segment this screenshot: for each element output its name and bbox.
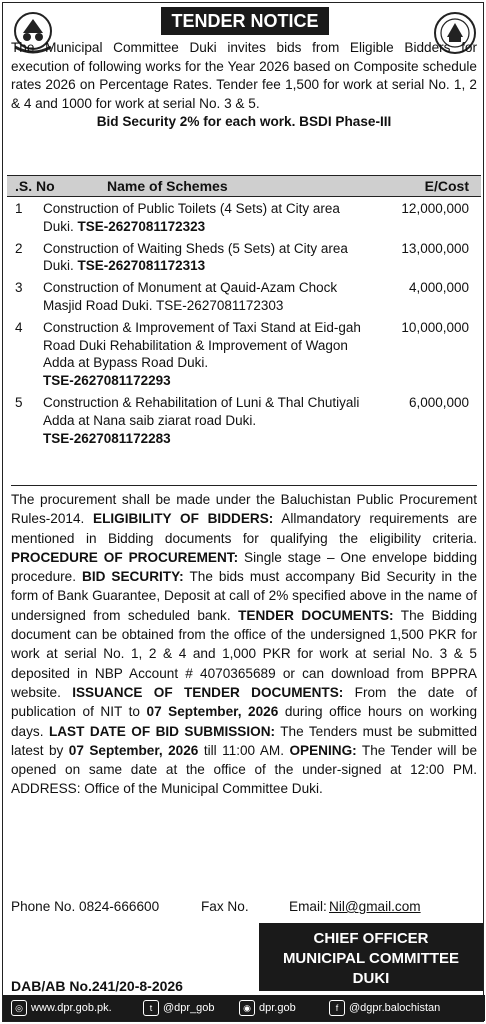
dab-number: DAB/AB No.241/20-8-2026 [11, 978, 183, 994]
page-title: TENDER NOTICE [161, 7, 329, 35]
header-name: Name of Schemes [107, 178, 228, 194]
issuance-text-2: during office hours on working days. [11, 704, 477, 739]
row-sno: 4 [15, 319, 23, 335]
tender-documents-text: The Bidding document can be obtained from the office of the undersigned 1,500 PKR for work at serial No. 1, 2 & 4 and 1,000 PKR for work at serial No. 3 & 5 deposited in NBP Account # 4070365689 or can download from BPPRA website. [11, 607, 478, 700]
footer-facebook[interactable] [329, 995, 440, 1021]
row-tse: TSE-2627081172313 [77, 258, 206, 274]
eligibility-heading: ELIGIBILITY OF BIDDERS: [93, 511, 274, 527]
email-label: Email: [289, 899, 327, 914]
row-desc-text: Construction of Monument at Qauid-Azam Chock Masjid Road Duki. TSE-2627081172303 [43, 280, 338, 313]
footer-website[interactable] [11, 995, 112, 1021]
row-cost: 12,000,000 [401, 201, 469, 216]
row-desc [43, 240, 373, 276]
row-cost: 13,000,000 [401, 240, 469, 256]
procedure-heading: PROCEDURE OF PROCUREMENT: [11, 549, 239, 565]
globe-icon: ◎ [11, 1000, 27, 1016]
row-tse: TSE-2627081172323 [77, 218, 206, 234]
footer-twitter[interactable] [143, 995, 215, 1021]
fax-label: Fax No. [201, 899, 249, 914]
header-sno: .S. No [15, 178, 55, 194]
signature-line2: MUNICIPAL COMMITTEE [282, 950, 460, 967]
table-row [7, 319, 481, 390]
facebook-icon: f [329, 1000, 345, 1016]
signature-line1: CHIEF OFFICER [313, 930, 429, 947]
issuance-text: From the date of publication of NIT to [11, 684, 477, 720]
facebook-handle: @dgpr.balochistan [349, 1002, 441, 1014]
last-date-time: till 11:00 AM. [203, 742, 284, 758]
row-desc-text: Construction of Waiting Sheds (5 Sets) at City area Duki. [43, 240, 348, 274]
table-row [7, 394, 481, 447]
eligibility-text: Allmandatory requirements are mentioned in Bidding documents for qualifying the eligibility criteria. [11, 511, 478, 546]
row-desc [43, 319, 373, 390]
row-desc [43, 279, 373, 315]
table-row [7, 200, 481, 236]
row-desc [43, 200, 373, 236]
row-desc [43, 394, 373, 447]
notice-frame [2, 2, 484, 1022]
table-row [7, 240, 481, 276]
row-sno: 1 [15, 201, 23, 216]
table-header [7, 175, 481, 197]
bid-security-heading: BID SECURITY: [82, 569, 184, 585]
last-date-heading: LAST DATE OF BID SUBMISSION: [48, 723, 276, 739]
phone-number: Phone No. 0824-666600 [11, 899, 160, 914]
instagram-icon: ◉ [239, 1000, 255, 1016]
website-text: www.dpr.gob.pk. [31, 1002, 112, 1014]
instagram-handle: dpr.gob [259, 1002, 296, 1014]
table-row [7, 279, 481, 315]
signature-line3: DUKI [352, 970, 390, 987]
last-date: 07 September, 2026 [68, 742, 199, 758]
row-sno: 3 [15, 280, 23, 296]
row-tse: TSE-2627081172293 [43, 373, 171, 389]
issuance-date: 07 September, 2026 [146, 704, 279, 720]
row-desc-text: Construction & Rehabilitation of Luni & Thal Chutiyali Adda at Nana saib ziarat road Duki. [43, 394, 360, 428]
row-sno: 2 [15, 240, 23, 256]
body-text [11, 485, 477, 799]
tender-documents-heading: TENDER DOCUMENTS: [238, 607, 394, 623]
procurement-rules-text: The procurement shall be made under the Baluchistan Public Procurement Rules-2014. [11, 492, 477, 527]
footer-instagram[interactable] [239, 995, 296, 1021]
opening-text: The Tender will be opened on same date at the office of the under-signed at 12:00 PM. ADDRESS: Office of the Municipal Committee Duki. [11, 742, 478, 797]
twitter-icon: t [143, 1000, 159, 1016]
opening-heading: OPENING: [289, 742, 357, 758]
row-cost: 4,000,000 [408, 280, 469, 296]
bid-security-text: The bids must accompany Bid Security in the form of Bank Guarantee, Deposit at call of 2% specified above in the name of undersigned from scheduled bank. [11, 569, 478, 623]
last-date-text: The Tenders must be submitted latest by [11, 723, 478, 758]
signature-block [259, 923, 483, 991]
schemes-table [7, 175, 481, 447]
procedure-text: Single stage – One envelope bidding procedure. [11, 549, 478, 585]
row-desc-text: Construction of Public Toilets (4 Sets) at City area Duki. [43, 201, 340, 234]
header-cost: E/Cost [424, 178, 469, 194]
footer-bar [3, 995, 485, 1021]
row-sno: 5 [15, 394, 23, 410]
intro-paragraph [11, 39, 477, 132]
twitter-handle: @dpr_gob [163, 1002, 215, 1014]
row-cost: 10,000,000 [401, 319, 469, 335]
bid-security-line: Bid Security 2% for each work. BSDI Phase-III [96, 114, 392, 129]
issuance-heading: ISSUANCE OF TENDER DOCUMENTS: [72, 684, 344, 700]
row-desc-text: Construction & Improvement of Taxi Stand at Eid-gah Road Duki Rehabilitation & Improvement of Wagon Adda at Bypass Road Duki. [43, 319, 361, 371]
intro-text: The Municipal Committee Duki invites bids from Eligible Bidders for execution of following works for the Year 2026 based on Composite schedule rates 2026 on Percentage Rates. Tender fee 1,500 for work at serial No. 1, 2 & 4 and 1000 for work at serial No. 3 & 5. [11, 40, 477, 111]
row-tse: TSE-2627081172283 [43, 430, 171, 446]
row-cost: 6,000,000 [408, 394, 469, 410]
email-link[interactable]: Nil@gmail.com [329, 899, 421, 914]
